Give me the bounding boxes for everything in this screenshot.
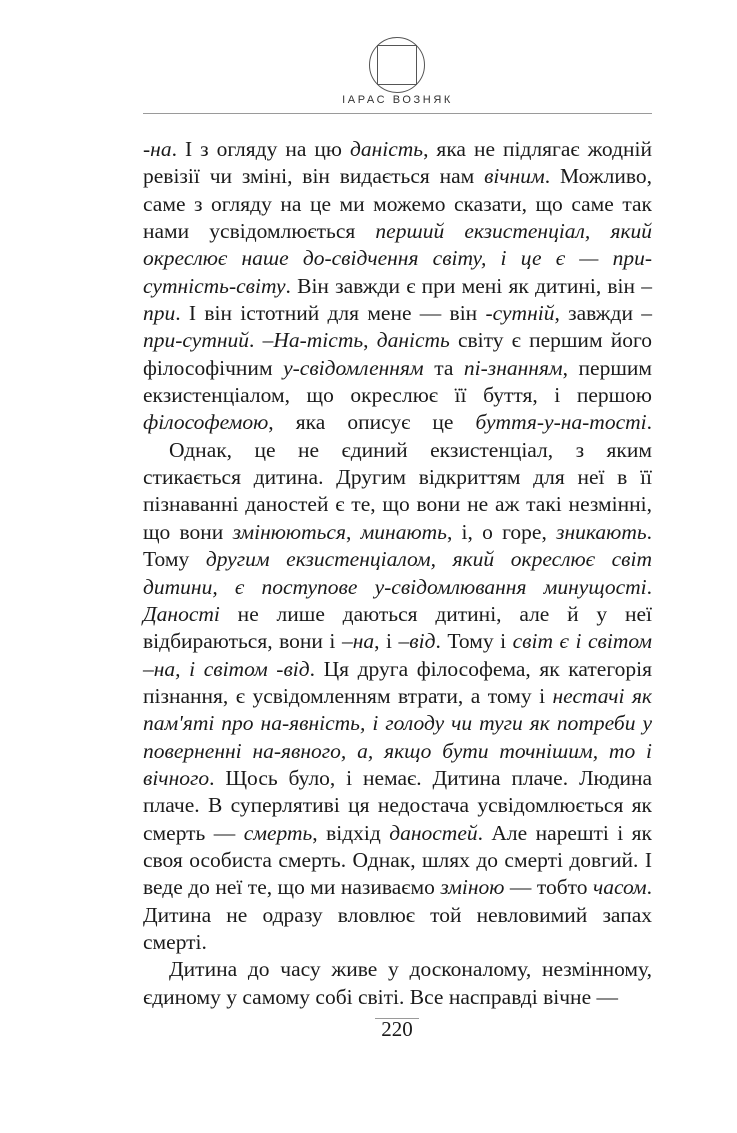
paragraph-2 [143,437,652,957]
header-divider [143,113,652,114]
italic-text: Даності [143,601,220,626]
italic-text: нестачі як пам'яті про на-явність, і голоду чи туги як потреби у поверненні на-явного, а, якщо бути точнішим, то і вічного [143,683,652,790]
italic-text: –на [341,629,375,654]
body-text [143,136,652,1011]
page-number: 220 [381,1017,413,1041]
italic-text: зміною [440,875,505,900]
italic-text: минають [360,519,447,544]
text-run: . І він істотний для мене — він [175,301,486,326]
text-run: , [345,519,361,544]
text-run: . Ця друга філософема, як категорія пізнання, є усвідомленням втрати, а тому і [143,656,652,708]
italic-text: –На-тість [262,328,364,353]
text-run: , завжди [554,301,642,326]
text-run: . Він завжди є при мені як дитині, він [285,273,642,298]
text-run: , і [374,629,399,654]
italic-text: смерть [243,820,313,845]
text-run: світу є першим його філософічним [143,328,653,380]
text-run: . Тому і [435,629,513,654]
italic-text: -сутній [485,301,555,326]
text-run: . [646,410,652,435]
text-run: , яка описує це [268,410,476,435]
text-run: . Але нарешті і як своя особиста смерть. Однак, шлях до смерті довгий. І веде до неї те, що ми називаємо [143,820,652,900]
italic-text: другим екзистенціалом, який окреслює світ дитини, є поступове у-свідомлювання минущості [143,547,652,599]
running-header-author: ІАРАС ВОЗНЯК [342,94,453,106]
text-run: — тобто [504,875,593,900]
italic-text: –при [143,273,652,326]
text-run: не лише даються дитині, але й у неї відбираються, вони і [143,601,652,654]
text-run: . [646,574,652,599]
italic-text: -на [143,137,172,161]
paragraph-1 [143,136,652,437]
italic-text: –від [398,629,436,654]
text-run: . Дитина не одразу вловлює той невловимий запах смерті. [143,875,653,954]
italic-text: філософемою [143,410,269,435]
text-run: Дитина до часу живе у досконалому, незмінному, єдиному у самому собі світі. Все насправді вічне — [143,957,652,1009]
text-run: . [249,328,263,353]
text-run: . Можливо, саме з огляду на це ми можемо сказати, що саме так нами усвідомлюється [143,164,653,244]
italic-text: світ є і світом –на, і світом -від [143,629,652,681]
text-run: . Тому [143,519,652,572]
italic-text: даностей [389,820,478,845]
paragraph-3 [143,956,652,1011]
italic-text: даність [376,328,450,353]
text-run: , і, о горе, [446,519,557,544]
italic-text: у-свідомленням [283,355,424,380]
italic-text: буття-у-на-тості [475,410,647,435]
square-in-circle-icon [368,36,426,94]
text-run: , відхід [312,820,390,845]
text-run: , першим екзистенціалом, що окреслює її буття, і першою [143,355,653,408]
text-run: . І з огляду на цю [171,137,350,161]
italic-text: пі-знанням [463,355,563,380]
italic-text: перший екзистенціал, який окреслює наше до-свідчення світу, і це є — при-сутність-світу [143,219,652,298]
italic-text: змінюються [232,519,346,544]
italic-text: даність [349,137,424,161]
text-run: , яка не підлягає жодній ревізії чи зміні, він видається нам [143,137,652,189]
italic-text: зникають [556,519,647,544]
text-run: , [363,328,377,353]
text-run: та [423,355,464,380]
italic-text: часом [592,875,647,900]
text-run: . Щось було, і немає. Дитина плаче. Людина плаче. В суперлятиві ця недостача усвідомлюється як смерть — [143,765,652,845]
italic-text: вічним [484,164,545,189]
italic-text: –при-сутний [143,301,652,353]
text-run: Однак, це не єдиний екзистенціал, з яким стикається дитина. Другим відкриттям для неї в її пізнаванні даностей є те, що вони не аж такі незмінні, що вони [143,437,652,544]
